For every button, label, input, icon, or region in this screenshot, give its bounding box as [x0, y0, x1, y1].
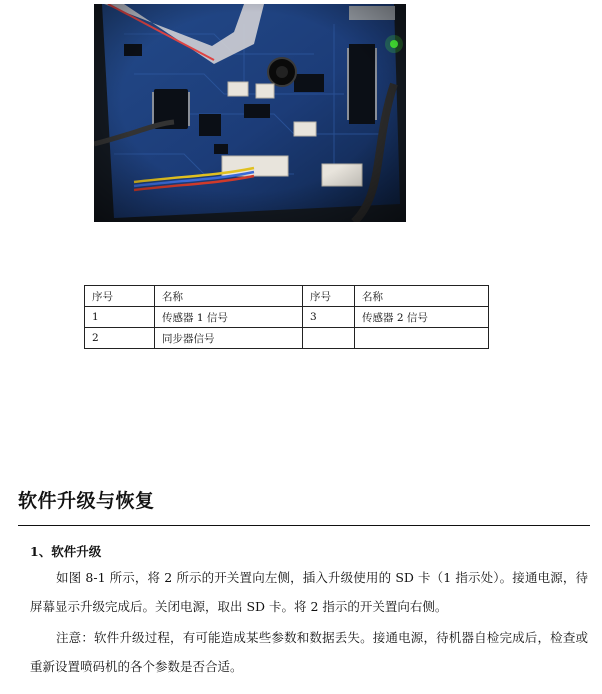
table-header-row: [85, 286, 489, 307]
table-cell: 传感器 1 信号: [155, 307, 303, 328]
table-cell: 同步器信号: [155, 328, 303, 349]
table-header-cell: 名称: [155, 286, 303, 307]
table-header-cell: 名称: [355, 286, 489, 307]
section-title: 软件升级与恢复: [18, 490, 155, 512]
table-row: [85, 307, 489, 328]
table-cell: 3: [303, 307, 355, 328]
table-row: [85, 328, 489, 349]
signal-table: [84, 285, 489, 349]
circuit-board-photo: [94, 4, 406, 222]
table-cell: 传感器 2 信号: [355, 307, 489, 328]
table-header-cell: 序号: [85, 286, 155, 307]
section-divider: [18, 525, 590, 526]
table-cell: 2: [85, 328, 155, 349]
circuit-board-drawing: [94, 4, 406, 222]
table-cell: [303, 328, 355, 349]
subsection-title: 1、软件升级: [30, 544, 102, 559]
paragraph: 注意：软件升级过程，有可能造成某些参数和数据丢失。接通电源，待机器自检完成后，检查或重新设置喷码机的各个参数是否合适。: [30, 630, 588, 674]
table-cell: [355, 328, 489, 349]
table-header-cell: 序号: [303, 286, 355, 307]
table-cell: 1: [85, 307, 155, 328]
paragraph: 如图 8-1 所示，将 2 所示的开关置向左侧，插入升级使用的 SD 卡（1 指示处）。接通电源，待屏幕显示升级完成后。关闭电源，取出 SD 卡。将 2 指示的开关置向右侧。: [30, 570, 588, 614]
